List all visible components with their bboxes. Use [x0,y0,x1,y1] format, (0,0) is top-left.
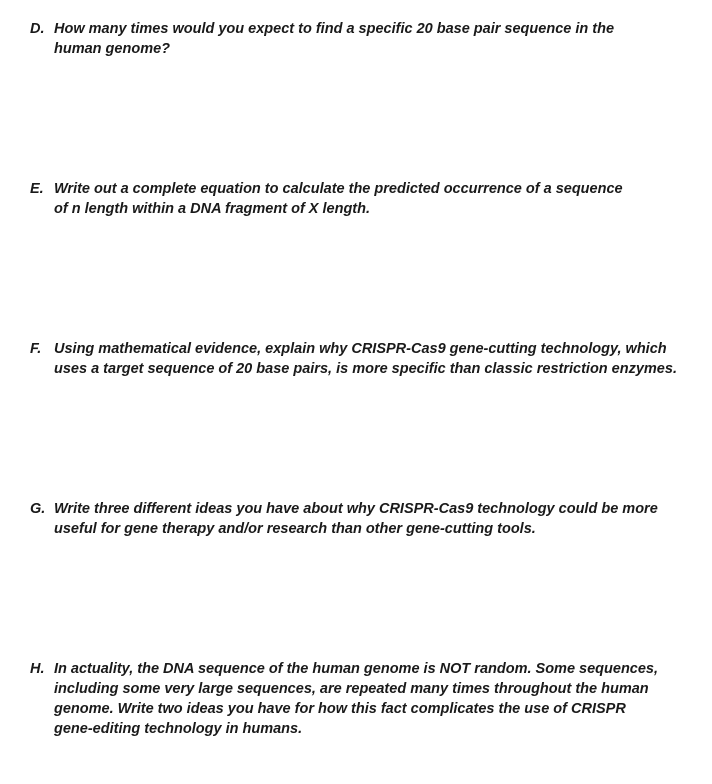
question-letter: H. [30,661,45,677]
question-line: Write out a complete equation to calculate the predicted occurrence of a sequence [54,181,623,197]
question-letter: E. [30,181,44,197]
question-line: In actuality, the DNA sequence of the human genome is NOT random. Some sequences, [54,661,659,677]
question-line: of n length within a DNA fragment of X length. [54,201,371,217]
question-line: genome. Write two ideas you have for how this fact complicates the use of CRISPR [54,701,626,717]
question-letter: G. [30,501,46,517]
question-line: uses a target sequence of 20 base pairs, is more specific than classic restriction enzymes. [54,361,677,377]
question-h [30,659,690,739]
question-text [54,499,690,539]
question-line: gene-editing technology in humans. [54,721,303,737]
question-letter: D. [30,21,45,37]
question-line: including some very large sequences, are repeated many times throughout the human [54,681,649,697]
question-line: How many times would you expect to find a specific 20 base pair sequence in the [54,21,615,37]
question-text [54,19,690,59]
question-f [30,339,690,379]
question-letter: F. [30,341,42,357]
question-line: useful for gene therapy and/or research than other gene-cutting tools. [54,521,536,537]
question-line: Using mathematical evidence, explain why CRISPR-Cas9 gene-cutting technology, which [54,341,667,357]
question-line: Write three different ideas you have about why CRISPR-Cas9 technology could be more [54,501,658,517]
question-text [54,659,690,739]
question-text [54,179,690,219]
question-g [30,499,690,539]
question-d [30,19,690,59]
question-line: human genome? [54,41,171,57]
question-e [30,179,690,219]
question-text [54,339,690,379]
